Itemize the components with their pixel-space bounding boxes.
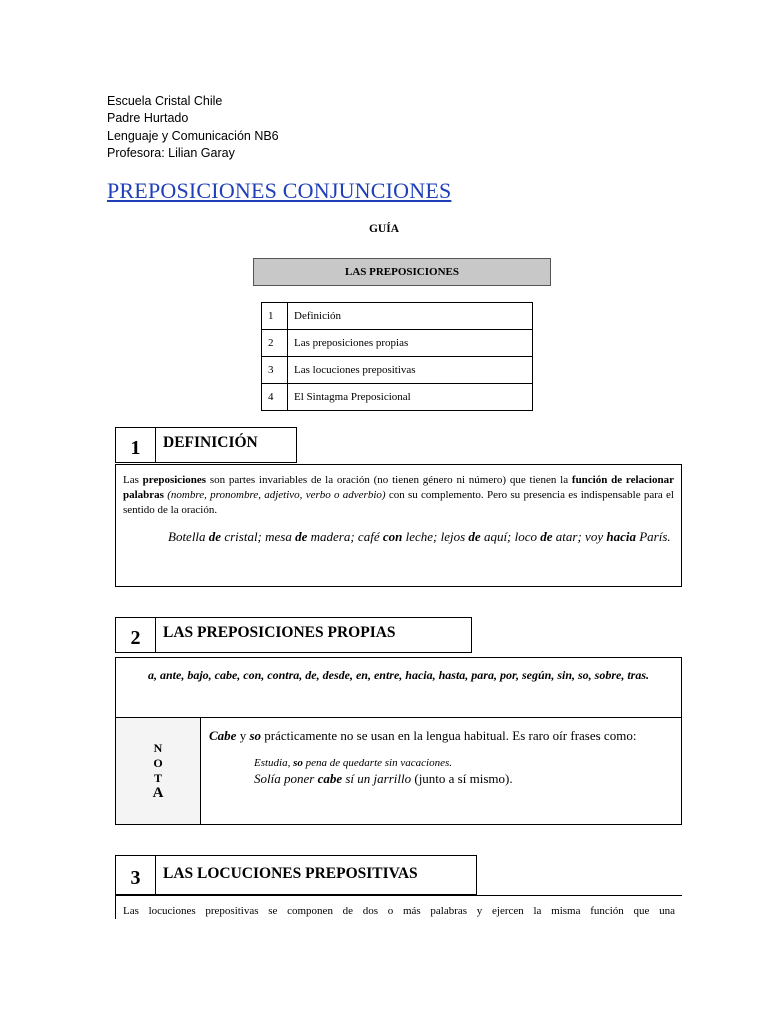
note-example-2 bbox=[254, 770, 673, 787]
subject-name: Lenguaje y Comunicación NB6 bbox=[107, 129, 279, 143]
note-example-keyword: cabe bbox=[317, 771, 343, 786]
note-text-part: prácticamente no se usan en la lengua habitual. Es raro oír frases como: bbox=[261, 728, 637, 743]
example-text: leche; lejos bbox=[402, 529, 469, 544]
note-example-keyword: so bbox=[293, 757, 303, 769]
note-text bbox=[209, 728, 673, 744]
section-1-number: 1 bbox=[116, 428, 156, 462]
definition-keyword: función de relacionar palabras bbox=[123, 474, 674, 501]
toc-row bbox=[262, 357, 533, 384]
example-preposition: hacia bbox=[606, 529, 636, 544]
toc-num: 2 bbox=[262, 330, 288, 357]
definition-text: son partes invariables de la oración (no tienen género ni número) que tienen la bbox=[206, 474, 572, 486]
example-text: atar; voy bbox=[552, 529, 607, 544]
note-example-1 bbox=[254, 756, 673, 770]
section-banner: LAS PREPOSICIONES bbox=[253, 258, 551, 286]
section-2-header bbox=[115, 617, 472, 653]
definition-examples bbox=[168, 528, 674, 545]
note-letter: T bbox=[153, 771, 162, 785]
note-text-part: y bbox=[236, 728, 250, 743]
note-keyword: Cabe bbox=[209, 728, 237, 743]
example-preposition: con bbox=[382, 529, 403, 544]
example-text: madera; café bbox=[307, 529, 383, 544]
toc-label: Las locuciones prepositivas bbox=[288, 357, 533, 384]
section-1-header bbox=[115, 427, 297, 463]
document-title: PREPOSICIONES CONJUNCIONES bbox=[107, 178, 452, 203]
section-3-header bbox=[115, 855, 477, 895]
note-keyword: so bbox=[249, 728, 262, 743]
school-location: Padre Hurtado bbox=[107, 111, 189, 125]
note-example-text: sí un jarrillo bbox=[342, 771, 412, 786]
note-box bbox=[115, 717, 682, 825]
example-preposition: de bbox=[208, 529, 222, 544]
toc-row bbox=[262, 303, 533, 330]
prepositions-list-box bbox=[115, 657, 682, 718]
example-preposition: de bbox=[468, 529, 481, 544]
note-example-text: (junto a sí mismo). bbox=[411, 771, 513, 786]
example-text: aquí; loco bbox=[480, 529, 541, 544]
toc-label: Las preposiciones propias bbox=[288, 330, 533, 357]
section-3-number: 3 bbox=[116, 856, 156, 894]
definition-keyword: preposiciones bbox=[142, 474, 207, 486]
example-preposition: de bbox=[295, 529, 308, 544]
school-name: Escuela Cristal Chile bbox=[107, 94, 223, 108]
definition-text: Las bbox=[123, 474, 143, 486]
note-letter: O bbox=[153, 756, 163, 770]
note-example-text: Solía poner bbox=[254, 771, 318, 786]
guide-label: GUÍA bbox=[368, 223, 400, 235]
prepositions-list: a, ante, bajo, cabe, con, contra, de, desde, en, entre, hacia, hasta, para, por, según, sin, so, sobre, tras. bbox=[147, 668, 650, 682]
note-example-text: pena de quedarte sin vacaciones. bbox=[302, 757, 452, 769]
section-2-heading: LAS PREPOSICIONES PROPIAS bbox=[163, 624, 396, 641]
toc-num: 4 bbox=[262, 384, 288, 411]
example-preposition: de bbox=[540, 529, 553, 544]
section-3-body bbox=[115, 895, 682, 919]
example-text: París. bbox=[635, 529, 671, 544]
toc-row bbox=[262, 330, 533, 357]
note-letter: A bbox=[152, 785, 164, 801]
definition-text: con su complemento. Pero su presencia es indispensable para el sentido de la oración. bbox=[123, 489, 674, 516]
example-text: Botella bbox=[168, 529, 209, 544]
section-1-heading: DEFINICIÓN bbox=[163, 434, 258, 451]
toc-num: 1 bbox=[262, 303, 288, 330]
note-label bbox=[116, 718, 201, 824]
toc-row bbox=[262, 384, 533, 411]
section-2-number: 2 bbox=[116, 618, 156, 652]
teacher-name: Profesora: Lilian Garay bbox=[107, 146, 235, 160]
toc-label: Definición bbox=[288, 303, 533, 330]
note-example-text: Estudia, bbox=[254, 757, 294, 769]
section-1-body bbox=[115, 464, 682, 587]
section-3-text: Las locuciones prepositivas se componen de dos o más palabras y ejercen la misma función que una bbox=[123, 905, 675, 917]
toc-table bbox=[261, 302, 533, 411]
example-text: cristal; mesa bbox=[221, 529, 296, 544]
toc-label: El Sintagma Preposicional bbox=[288, 384, 533, 411]
definition-italic: (nombre, pronombre, adjetivo, verbo o adverbio) bbox=[163, 489, 386, 501]
note-content bbox=[201, 718, 681, 824]
section-3-heading: LAS LOCUCIONES PREPOSITIVAS bbox=[163, 865, 418, 882]
toc-num: 3 bbox=[262, 357, 288, 384]
definition-paragraph bbox=[123, 473, 674, 518]
note-letter: N bbox=[153, 741, 163, 755]
